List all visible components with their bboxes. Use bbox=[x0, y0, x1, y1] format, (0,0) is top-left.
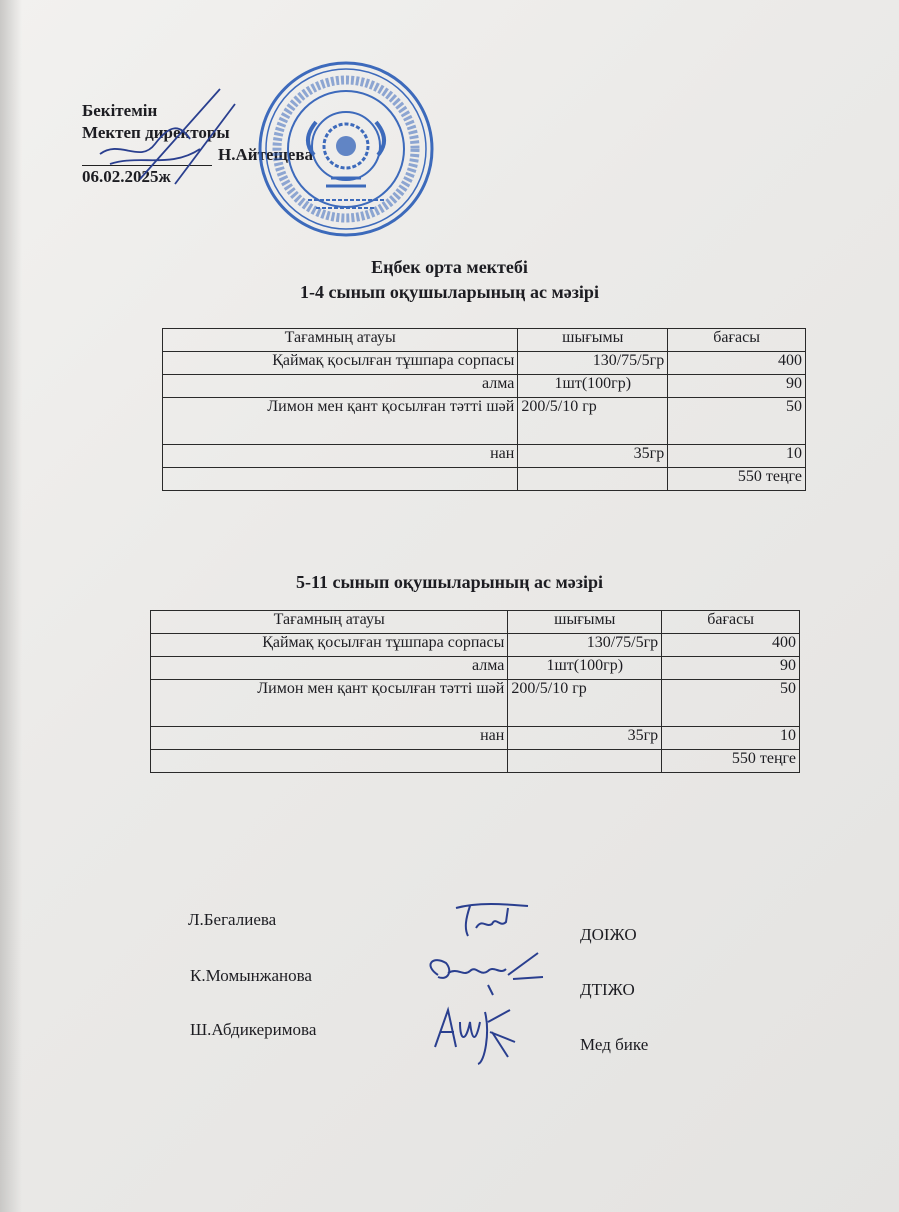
table-row bbox=[163, 375, 806, 398]
empty-cell bbox=[163, 468, 518, 491]
table-total-row bbox=[163, 468, 806, 491]
director-title: Мектеп директоры bbox=[82, 123, 230, 142]
header-price: бағасы bbox=[668, 329, 806, 352]
school-name: Еңбек орта мектебі bbox=[371, 257, 528, 277]
dish-name: нан bbox=[151, 727, 508, 750]
table-header-row bbox=[151, 611, 800, 634]
table-row bbox=[151, 680, 800, 727]
dish-qty: 200/5/10 гр bbox=[508, 680, 662, 727]
header-name: Тағамның атауы bbox=[163, 329, 518, 352]
signatory-role: ДТІЖО bbox=[580, 980, 635, 999]
header-name: Тағамның атауы bbox=[151, 611, 508, 634]
dish-qty: 130/75/5гр bbox=[508, 634, 662, 657]
signatory-name: К.Момынжанова bbox=[190, 966, 312, 985]
dish-price: 400 bbox=[668, 352, 806, 375]
table-row bbox=[163, 445, 806, 468]
total-price: 550 теңге bbox=[668, 468, 806, 491]
dish-price: 90 bbox=[662, 657, 800, 680]
dish-qty: 200/5/10 гр bbox=[518, 398, 668, 445]
header-price: бағасы bbox=[662, 611, 800, 634]
table-header-row bbox=[163, 329, 806, 352]
dish-price: 50 bbox=[668, 398, 806, 445]
signatory-role: ДОІЖО bbox=[580, 925, 637, 944]
menu1-title: 1-4 сынып оқушыларының ас мәзірі bbox=[300, 282, 599, 302]
table-row bbox=[163, 398, 806, 445]
signature-begalieva bbox=[448, 898, 538, 943]
dish-qty: 130/75/5гр bbox=[518, 352, 668, 375]
dish-price: 90 bbox=[668, 375, 806, 398]
approval-label: Бекітемін bbox=[82, 101, 158, 120]
signature-momynzhanova bbox=[418, 945, 548, 1000]
table-row bbox=[151, 727, 800, 750]
header-qty: шығымы bbox=[518, 329, 668, 352]
signatory-role: Мед бике bbox=[580, 1035, 649, 1054]
dish-qty: 1шт(100гр) bbox=[508, 657, 662, 680]
table-row bbox=[151, 657, 800, 680]
director-signature bbox=[80, 84, 240, 204]
dish-qty: 1шт(100гр) bbox=[518, 375, 668, 398]
dish-name: Лимон мен қант қосылған тәтті шәй bbox=[151, 680, 508, 727]
signatory-name: Л.Бегалиева bbox=[188, 910, 277, 929]
director-name: Н.Айтещева bbox=[218, 145, 314, 164]
page-shadow bbox=[0, 0, 22, 1212]
table-total-row bbox=[151, 750, 800, 773]
dish-qty: 35гр bbox=[518, 445, 668, 468]
menu2-table bbox=[150, 610, 800, 773]
table-row bbox=[151, 634, 800, 657]
empty-cell bbox=[151, 750, 508, 773]
table-row bbox=[163, 352, 806, 375]
dish-name: нан bbox=[163, 445, 518, 468]
dish-name: Қаймақ қосылған тұшпара сорпасы bbox=[163, 352, 518, 375]
signature-abdikerimova bbox=[430, 1002, 520, 1067]
dish-qty: 35гр bbox=[508, 727, 662, 750]
dish-name: алма bbox=[151, 657, 508, 680]
header-qty: шығымы bbox=[508, 611, 662, 634]
dish-name: Қаймақ қосылған тұшпара сорпасы bbox=[151, 634, 508, 657]
total-price: 550 теңге bbox=[662, 750, 800, 773]
signatory-name: Ш.Абдикеримова bbox=[190, 1020, 317, 1039]
official-stamp bbox=[256, 60, 436, 238]
menu1-table bbox=[162, 328, 806, 491]
empty-cell bbox=[518, 468, 668, 491]
dish-price: 10 bbox=[668, 445, 806, 468]
dish-name: Лимон мен қант қосылған тәтті шәй bbox=[163, 398, 518, 445]
menu2-title: 5-11 сынып оқушыларының ас мәзірі bbox=[296, 572, 603, 592]
approval-date: 06.02.2025ж bbox=[82, 167, 171, 186]
dish-price: 50 bbox=[662, 680, 800, 727]
dish-price: 400 bbox=[662, 634, 800, 657]
dish-price: 10 bbox=[662, 727, 800, 750]
dish-name: алма bbox=[163, 375, 518, 398]
empty-cell bbox=[508, 750, 662, 773]
